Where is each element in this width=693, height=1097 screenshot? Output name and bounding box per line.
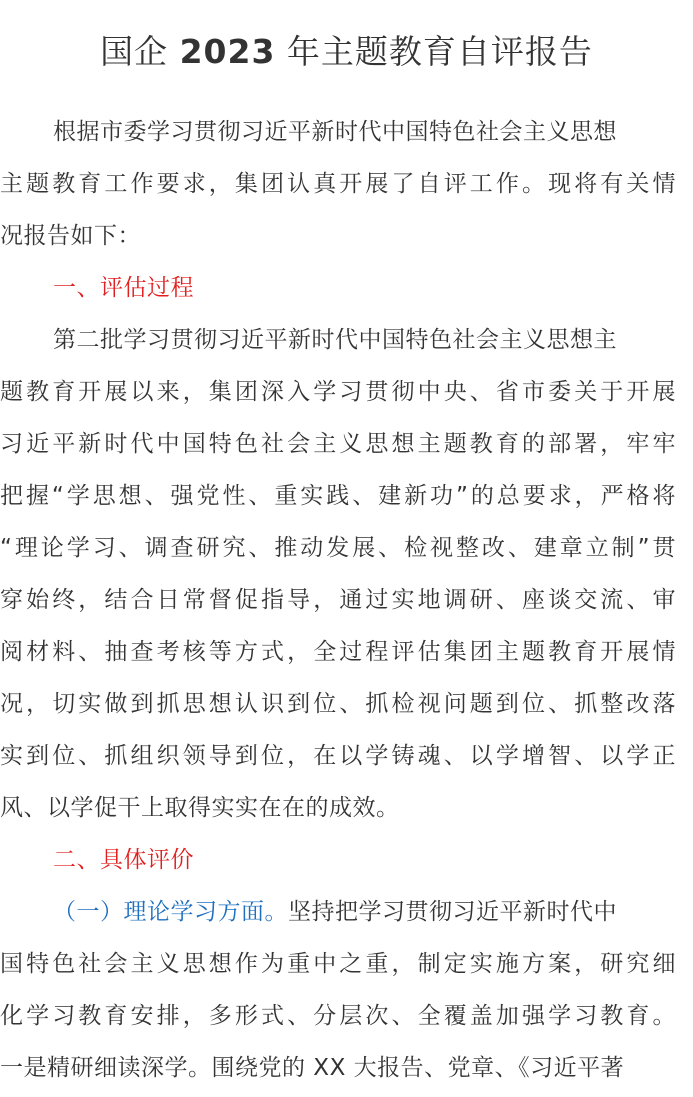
paragraph-line: 题教育开展以来，集团深入学习贯彻中央、省市委关于开展 bbox=[0, 379, 676, 405]
paragraph-line: 化学习教育安排，多形式、分层次、全覆盖加强学习教育。 bbox=[0, 1003, 676, 1029]
paragraph-line: 一是精研细读深学。围绕党的 XX 大报告、党章、《习近平著 bbox=[0, 1055, 625, 1081]
paragraph-line: 况报告如下： bbox=[0, 223, 141, 249]
paragraph-line: 实到位、抓组织领导到位，在以学铸魂、以学增智、以学正 bbox=[0, 743, 676, 769]
paragraph-line bbox=[0, 886, 693, 938]
title-year: 2023 bbox=[179, 32, 276, 71]
section-heading-2: 二、具体评价 bbox=[53, 847, 194, 873]
paragraph-line: 习近平新时代中国特色社会主义思想主题教育的部署，牢牢 bbox=[0, 431, 676, 457]
report-body bbox=[0, 106, 693, 1094]
paragraph-line: “理论学习、调查研究、推动发展、检视整改、建章立制”贯 bbox=[0, 535, 676, 561]
paragraph-line-text: 坚持把学习贯彻习近平新时代中 bbox=[288, 899, 617, 925]
subheading-theory-study: （一）理论学习方面。 bbox=[53, 899, 288, 925]
paragraph-line: 把握“学思想、强党性、重实践、建新功”的总要求，严格将 bbox=[0, 483, 676, 509]
paragraph-line: 第二批学习贯彻习近平新时代中国特色社会主义思想主 bbox=[53, 327, 617, 353]
paragraph-line: 主题教育工作要求，集团认真开展了自评工作。现将有关情 bbox=[0, 171, 676, 197]
section-heading-1: 一、评估过程 bbox=[53, 275, 194, 301]
paragraph-line: 穿始终，结合日常督促指导，通过实地调研、座谈交流、审 bbox=[0, 587, 676, 613]
paragraph-line: 风、以学促干上取得实实在在的成效。 bbox=[0, 795, 400, 821]
title-suffix: 年主题教育自评报告 bbox=[275, 32, 593, 71]
report-title bbox=[0, 30, 693, 74]
title-prefix: 国企 bbox=[100, 32, 180, 71]
paragraph-line: 阅材料、抽查考核等方式，全过程评估集团主题教育开展情 bbox=[0, 639, 676, 665]
paragraph-line: 国特色社会主义思想作为重中之重，制定实施方案，研究细 bbox=[0, 951, 676, 977]
paragraph-line: 根据市委学习贯彻习近平新时代中国特色社会主义思想 bbox=[53, 119, 617, 145]
paragraph-line: 况，切实做到抓思想认识到位、抓检视问题到位、抓整改落 bbox=[0, 691, 676, 717]
